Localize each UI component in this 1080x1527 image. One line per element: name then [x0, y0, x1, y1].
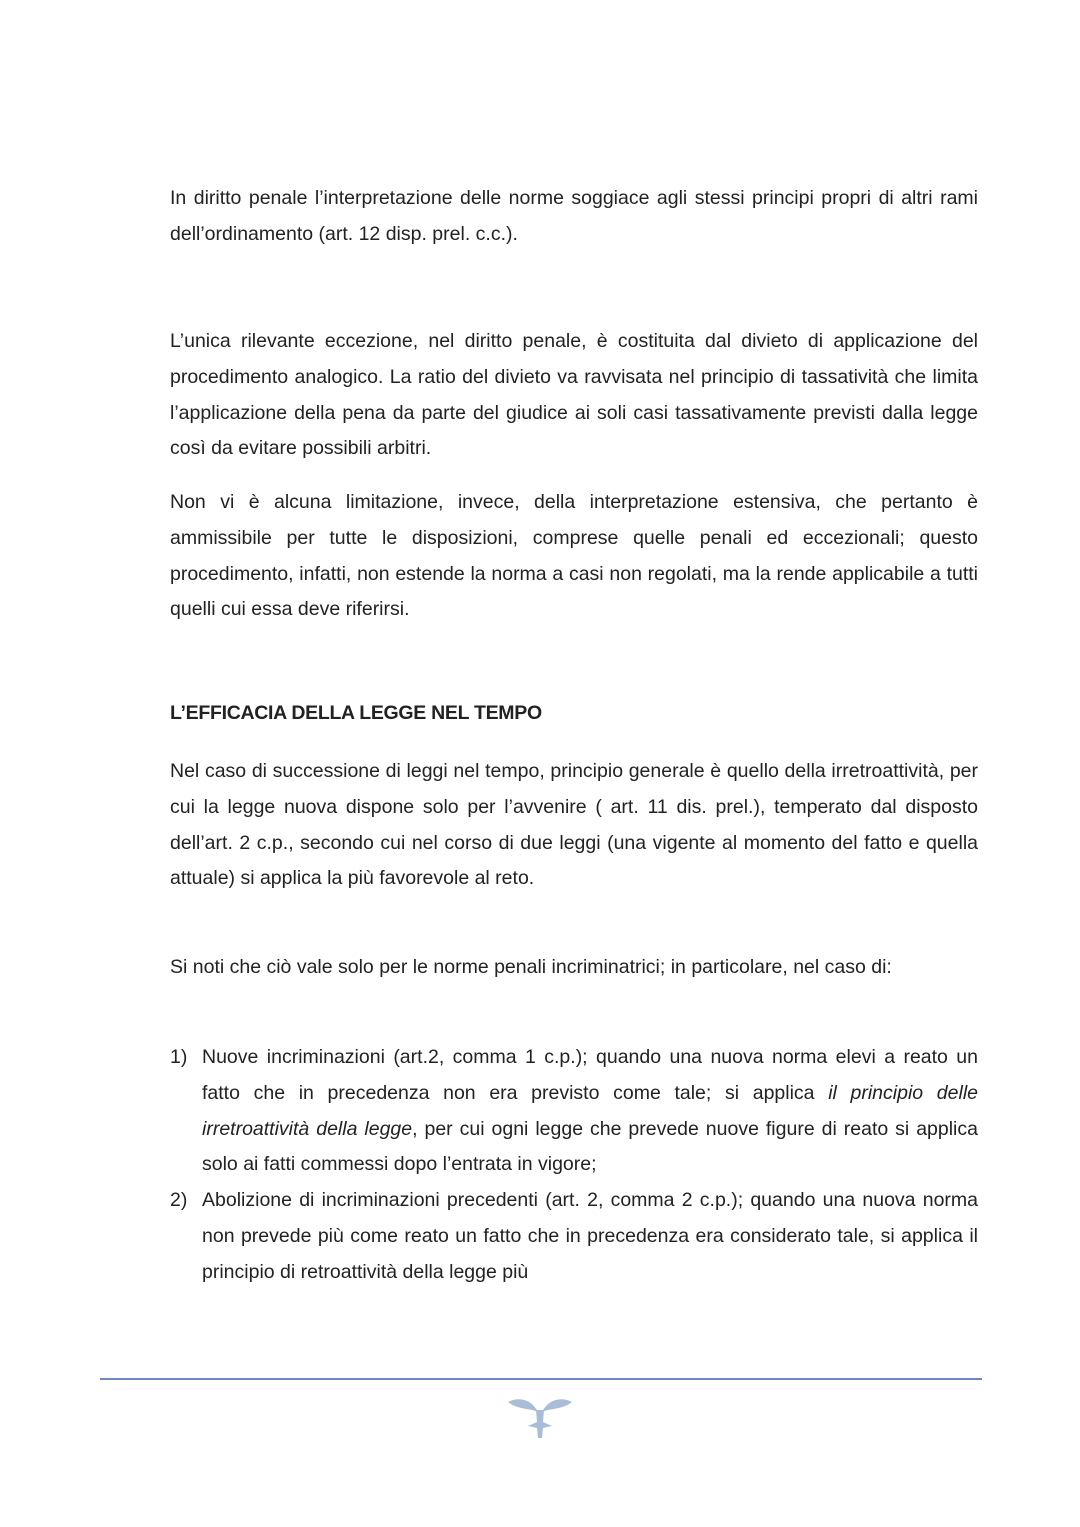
list-text: , per cui ogni legge che prevede nuove figure di reato si applica solo ai fatti commessi dopo l’entrata in vigore;	[202, 1117, 978, 1176]
section-heading: L’EFFICACIA DELLA LEGGE NEL TEMPO	[170, 702, 542, 724]
list-item	[170, 1183, 978, 1290]
paragraph-interpretation	[170, 181, 978, 253]
list-item	[170, 1040, 978, 1183]
paragraph-extensive	[170, 485, 978, 628]
paragraph-text: Si noti che ciò vale solo per le norme penali incriminatrici; in particolare, nel caso di:	[170, 956, 892, 978]
paragraph-note	[170, 950, 978, 986]
list-text-italic: il principio delle irretroattività della legge	[202, 1081, 978, 1140]
paragraph-text: Non vi è alcuna limitazione, invece, della interpretazione estensiva, che pertanto è ammissibile per tutte le disposizioni, comprese quelle penali ed eccezionali; questo procedimento, infatti, non estende la norma a casi non regolati, ma la rende applicabile a tutti quelli cui essa deve riferirsi.	[170, 491, 978, 621]
list-number: 1)	[170, 1046, 188, 1068]
list-text: Abolizione di incriminazioni precedenti (art. 2, comma 2 c.p.); quando una nuova norma non prevede più come reato un fatto che in precedenza era considerato tale, si applica il principio di retroattività della legge più	[202, 1189, 978, 1283]
footer-divider	[100, 1378, 982, 1380]
paragraph-text: Nel caso di successione di leggi nel tempo, principio generale è quello della irretroattività, per cui la legge nuova dispone solo per l’avvenire ( art. 11 dis. prel.), temperato dal disposto dell’art. 2 c.p., secondo cui nel corso di due leggi (una vigente al momento del fatto e quella attuale) si applica la più favorevole al reto.	[170, 760, 978, 890]
footer-logo-icon	[506, 1392, 574, 1445]
paragraph-text: L’unica rilevante eccezione, nel diritto penale, è costituita dal divieto di applicazione del procedimento analogico. La ratio del divieto va ravvisata nel principio di tassatività che limita l’applicazione della pena da parte del giudice ai soli casi tassativamente previsti dalla legge così da evitare possibili arbitri.	[170, 330, 978, 460]
paragraph-analogy	[170, 324, 978, 467]
paragraph-succession	[170, 754, 978, 897]
list-number: 2)	[170, 1189, 188, 1212]
numbered-list	[170, 1040, 978, 1291]
list-text: Nuove incriminazioni (art.2, comma 1 c.p.); quando una nuova norma elevi a reato un fatto che in precedenza non era previsto come tale; si applica	[202, 1046, 978, 1104]
paragraph-text: In diritto penale l’interpretazione delle norme soggiace agli stessi principi propri di altri rami dell’ordinamento (art. 12 disp. prel. c.c.).	[170, 187, 978, 245]
